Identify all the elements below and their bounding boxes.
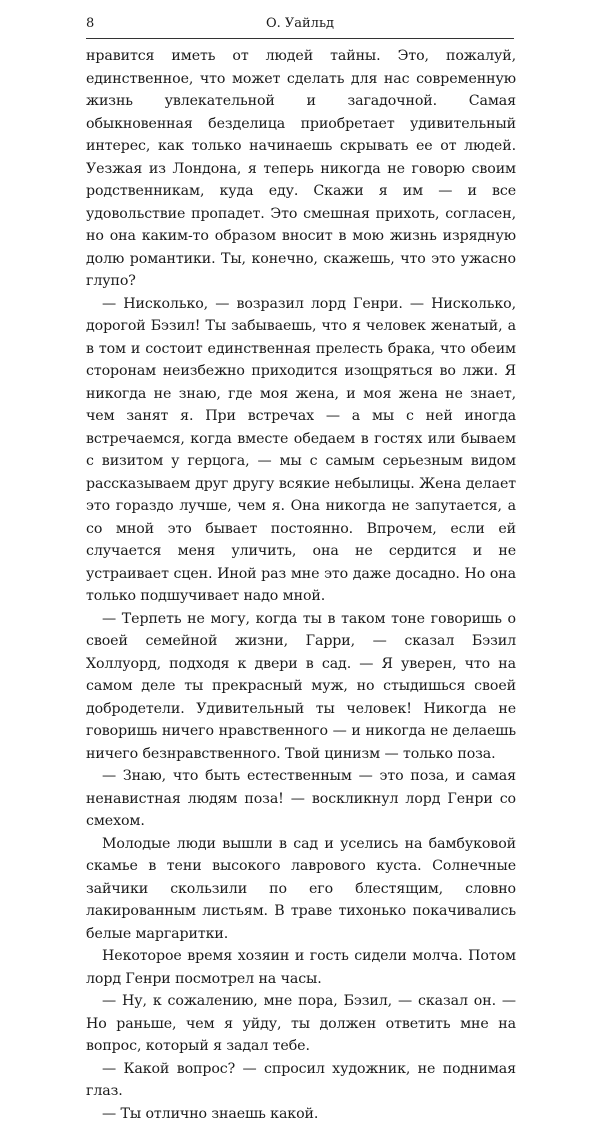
paragraph: Молодые люди вышли в сад и уселись на бамбуковой скамье в тени высокого лаврового куста. Солнечные зайчики скользили по его блестящим, словно лакированным листьям. В траве тихонько покачивались белые маргаритки. xyxy=(86,833,516,946)
paragraph: — Ты отлично знаешь какой. xyxy=(86,1103,516,1125)
body-text xyxy=(86,45,516,1125)
paragraph: — Какой вопрос? — спросил художник, не поднимая глаз. xyxy=(86,1058,516,1103)
page-header xyxy=(86,14,514,34)
paragraph: Некоторое время хозяин и гость сидели молча. Потом лорд Генри посмотрел на часы. xyxy=(86,945,516,990)
paragraph: — Терпеть не могу, когда ты в таком тоне говоришь о своей семейной жизни, Гарри, — сказал Бэзил Холлуорд, подходя к двери в сад. — Я уверен, что на самом деле ты прекрасный муж, но стыдишься своей добродетели. Удивительный ты человек! Никогда не говоришь ничего нравственного — и никогда не делаешь ничего безнравственного. Твой цинизм — только поза. xyxy=(86,608,516,766)
paragraph: — Ну, к сожалению, мне пора, Бэзил, — сказал он. — Но раньше, чем я уйду, ты должен ответить мне на вопрос, который я задал тебе. xyxy=(86,990,516,1058)
paragraph: нравится иметь от людей тайны. Это, пожалуй, единственное, что может сделать для нас современную жизнь увлекательной и загадочной. Самая обыкновенная безделица приобретает удивительный интерес, как только начинаешь скрывать ее от людей. Уезжая из Лондона, я теперь никогда не говорю своим родственникам, куда еду. Скажи я им — и все удовольствие пропадет. Это смешная прихоть, согласен, но она каким-то образом вносит в мою жизнь изрядную долю романтики. Ты, конечно, скажешь, что это ужасно глупо? xyxy=(86,45,516,293)
running-head: О. Уайльд xyxy=(86,14,514,34)
page-number: 8 xyxy=(86,14,94,34)
paragraph: — Нисколько, — возразил лорд Генри. — Нисколько, дорогой Бэзил! Ты забываешь, что я человек женатый, а в том и состоит единственная прелесть брака, что обеим сторонам неизбежно приходится изощряться во лжи. Я никогда не знаю, где моя жена, и моя жена не знает, чем занят я. При встречах — а мы с ней иногда встречаемся, когда вместе обедаем в гостях или бываем с визитом у герцога, — мы с самым серьезным видом рассказываем друг другу всякие небылицы. Жена делает это гораздо лучше, чем я. Она никогда не запутается, а со мной это бывает постоянно. Впрочем, если ей случается меня уличить, она не сердится и не устраивает сцен. Иной раз мне это даже досадно. Но она только подшучивает надо мной. xyxy=(86,293,516,608)
paragraph: — Знаю, что быть естественным — это поза, и самая ненавистная людям поза! — воскликнул лорд Генри со смехом. xyxy=(86,765,516,833)
header-rule xyxy=(86,38,514,39)
